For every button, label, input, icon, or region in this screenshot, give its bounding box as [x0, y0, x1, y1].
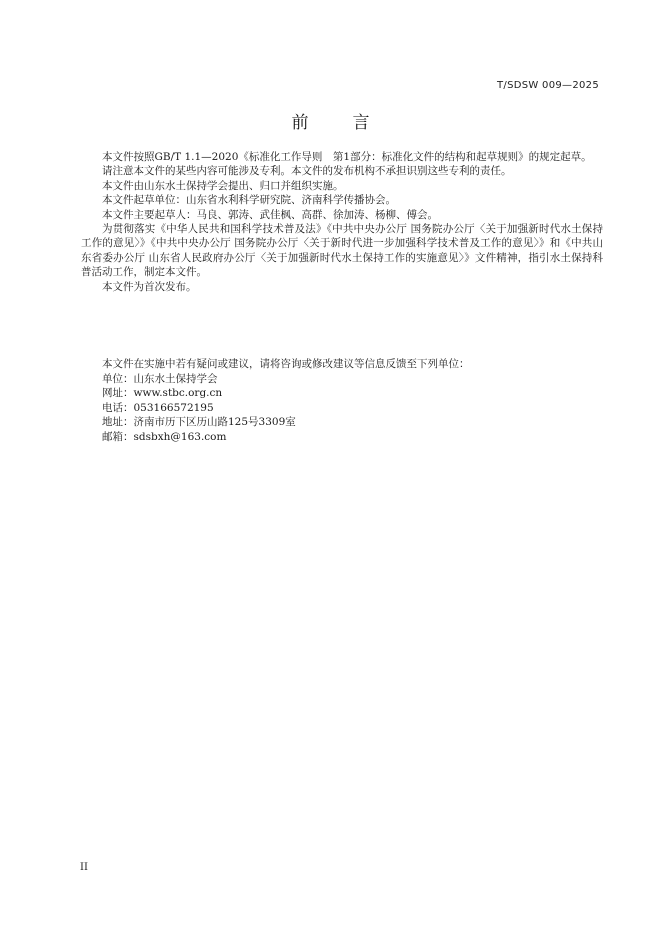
paragraph-drafters: 本文件主要起草人：马良、郭涛、武佳枫、高群、徐加涛、杨柳、傅会。 — [102, 208, 438, 221]
paragraph-drafting-rules: 本文件按照GB/T 1.1—2020《标准化工作导则 第1部分：标准化文件的结构和起草规则》的规定起草。 — [102, 151, 592, 163]
paragraph-proposer: 本文件由山东水土保持学会提出、归口并组织实施。 — [102, 179, 344, 192]
foreword-body — [81, 150, 603, 294]
contact-unit: 单位：山东水土保持学会 — [102, 372, 218, 385]
paragraph-purpose: 为贯彻落实《中华人民共和国科学技术普及法》《中共中央办公厅 国务院办公厅〈关于加强新时代水土保持工作的意见〉》《中共中央办公厅 国务院办公厅〈关于新时代进一步加强科学技术普及工作的意见〉》和《中共山东省委办公厅 山东省人民政府办公厅〈关于加强新时代水土保持工作的实施意见〉》文件精神，指引水土保持科普活动工作，制定本文件。 — [81, 223, 603, 279]
page-number: II — [80, 862, 88, 873]
page-title — [0, 108, 661, 133]
title-char-1: 前 — [291, 113, 309, 133]
paragraph-patent-notice: 请注意本文件的某些内容可能涉及专利。本文件的发布机构不承担识别这些专利的责任。 — [102, 165, 512, 178]
contact-block — [81, 357, 603, 445]
contact-email: 邮箱：sdsbxh@163.com — [102, 430, 227, 443]
contact-phone: 电话：053166572195 — [102, 401, 214, 414]
title-char-2: 言 — [352, 113, 370, 133]
paragraph-drafting-units: 本文件起草单位：山东省水利科学研究院、济南科学传播协会。 — [102, 194, 396, 207]
paragraph-first-release: 本文件为首次发布。 — [102, 280, 197, 293]
document-code: T/SDSW 009—2025 — [497, 80, 599, 91]
contact-address: 地址：济南市历下区历山路125号3309室 — [102, 416, 296, 429]
contact-website: 网址：www.stbc.org.cn — [102, 387, 223, 400]
contact-intro: 本文件在实施中若有疑问或建议，请将咨询或修改建议等信息反馈至下列单位： — [102, 358, 470, 370]
